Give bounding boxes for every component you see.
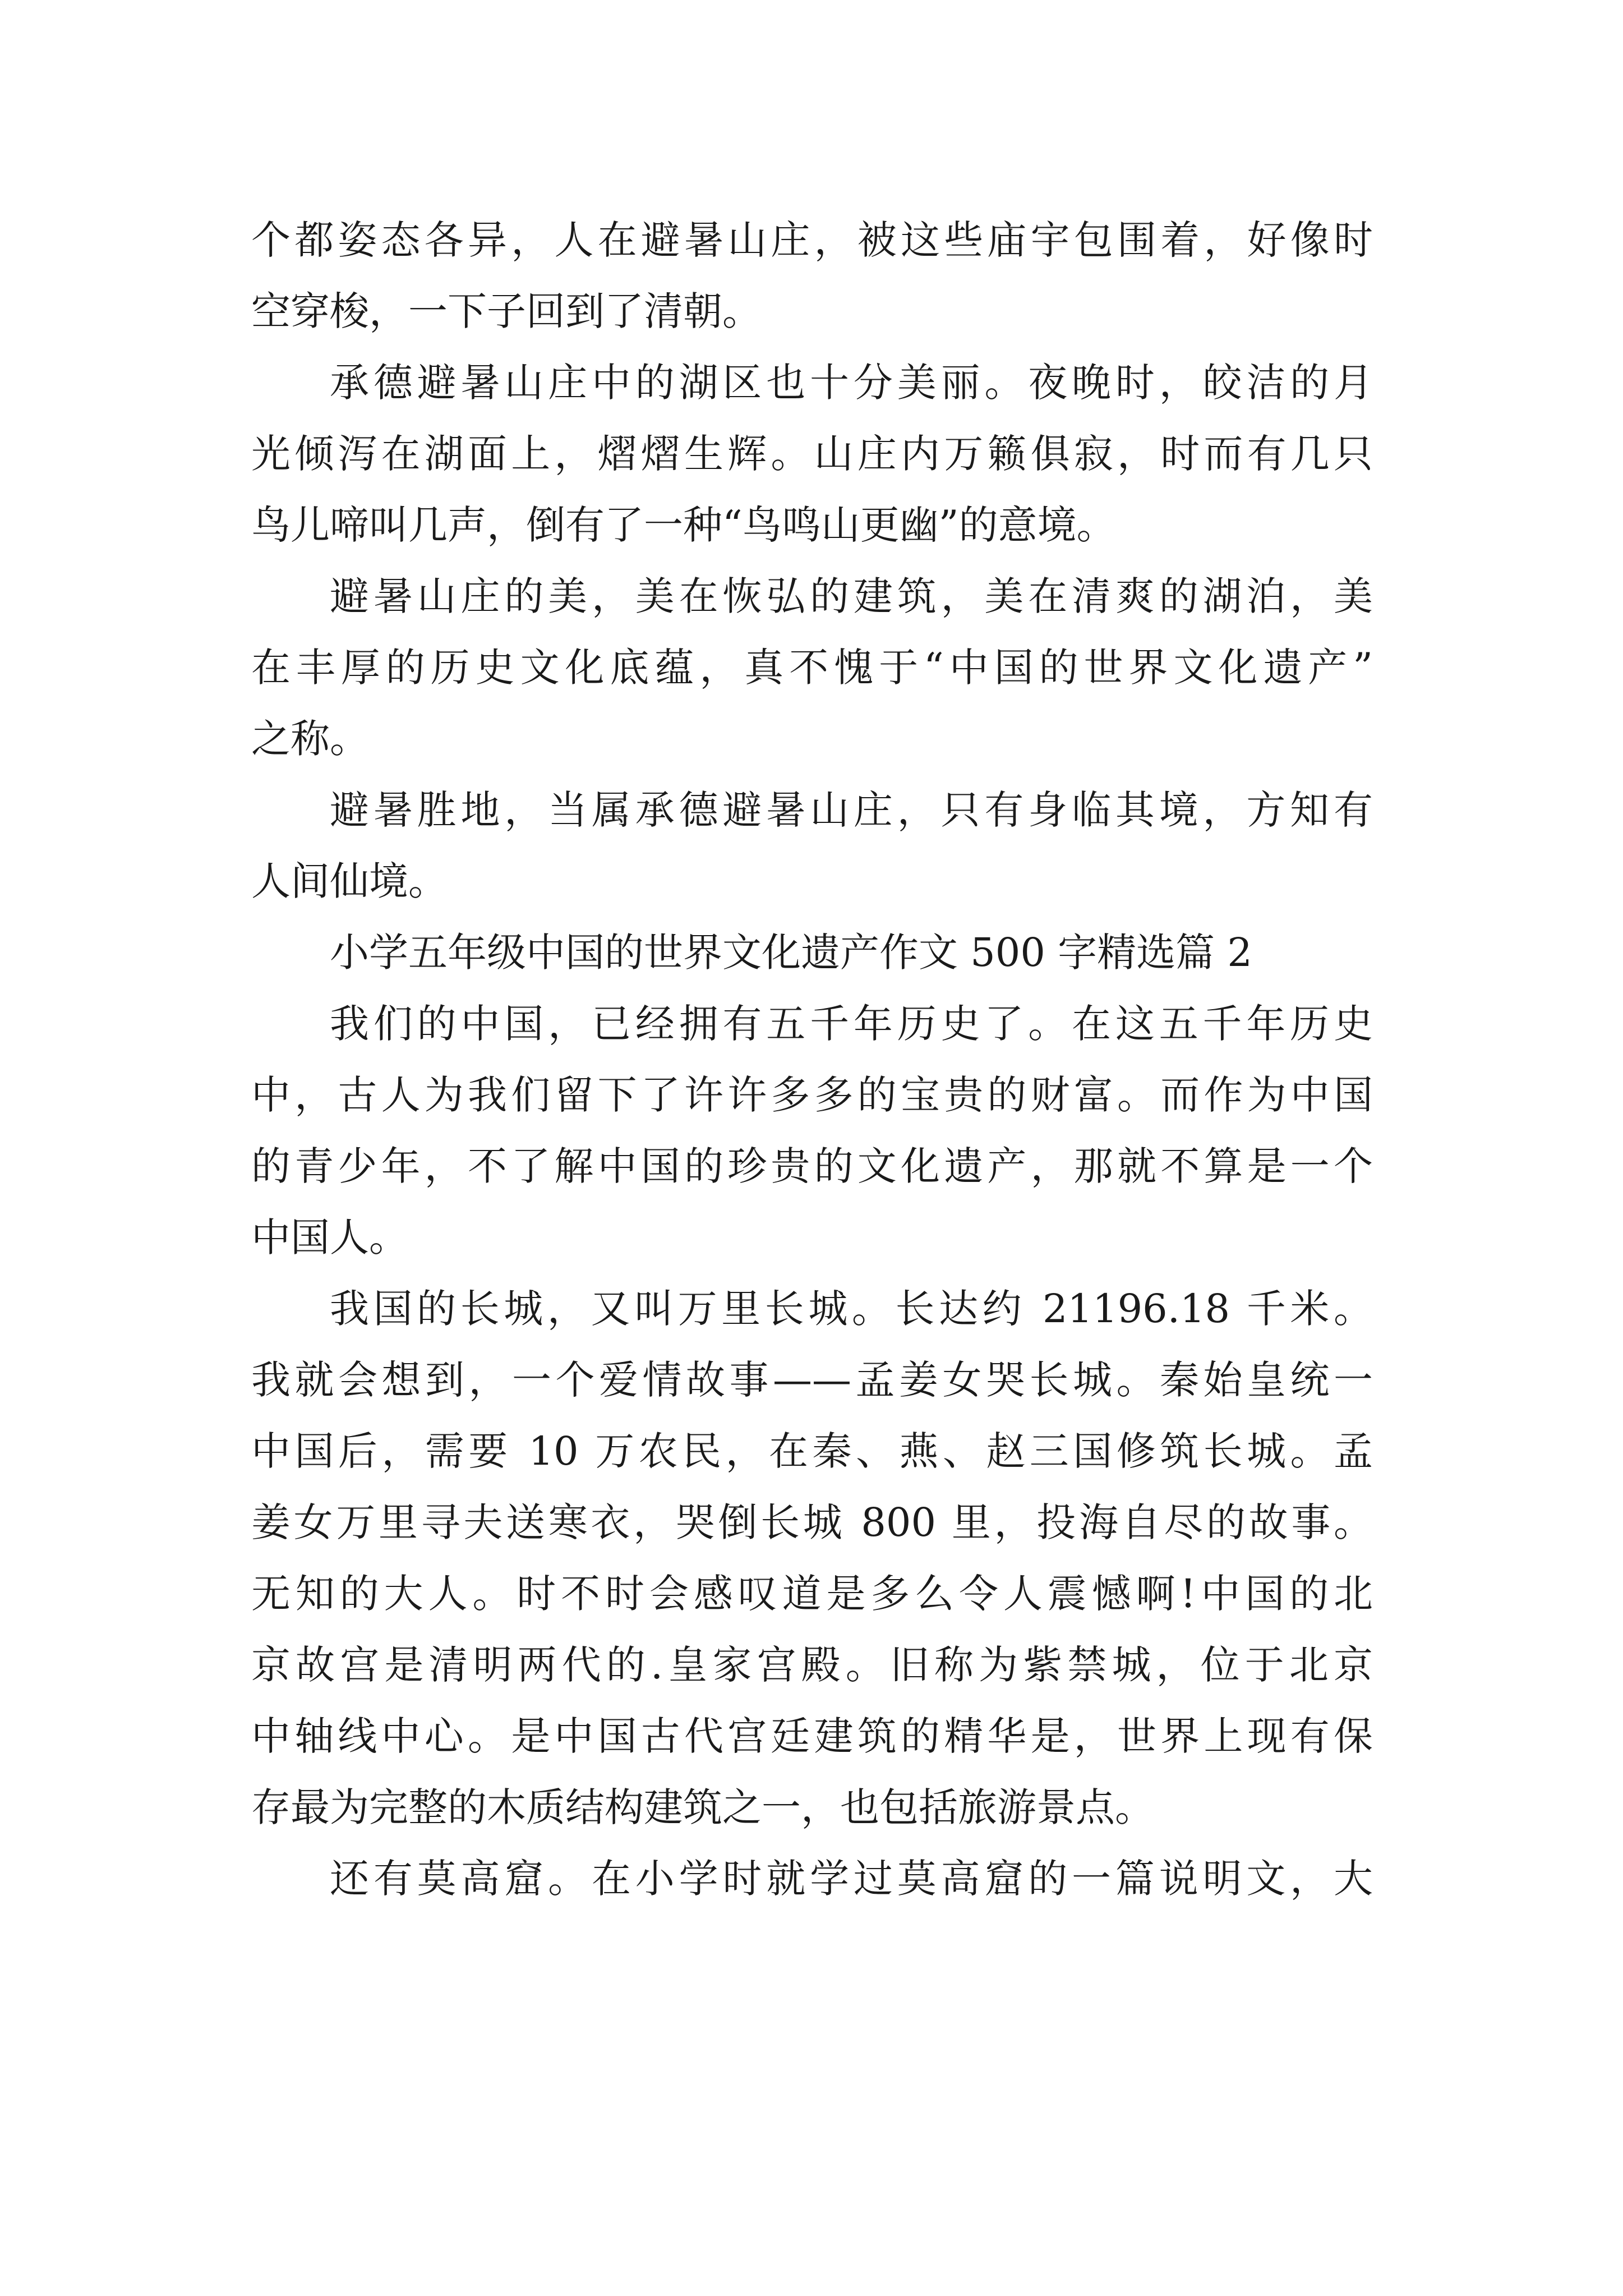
text-line: 鸟儿啼叫几声，倒有了一种“鸟鸣山更幽”的意境。 xyxy=(251,502,1116,548)
text-line: 中，古人为我们留下了许许多多的宝贵的财富。而作为中国 xyxy=(251,1072,1373,1118)
paragraph-start-line: 我们的中国，已经拥有五千年历史了。在这五千年历史 xyxy=(330,1001,1373,1047)
text-line: 人间仙境。 xyxy=(251,858,448,904)
paragraph-start-line: 我国的长城，又叫万里长城。长达约 21196.18 千米。 xyxy=(330,1286,1373,1332)
paragraph-start-line: 承德避暑山庄中的湖区也十分美丽。夜晚时，皎洁的月 xyxy=(330,360,1373,406)
text-line: 京故宫是清明两代的.皇家宫殿。旧称为紫禁城，位于北京 xyxy=(251,1642,1373,1688)
section-heading: 小学五年级中国的世界文化遗产作文 500 字精选篇 2 xyxy=(330,930,1252,976)
text-line: 空穿梭，一下子回到了清朝。 xyxy=(251,288,762,334)
text-line: 之称。 xyxy=(251,716,369,762)
text-line: 存最为完整的木质结构建筑之一，也包括旅游景点。 xyxy=(251,1784,1154,1830)
text-line: 我就会想到，一个爱情故事——孟姜女哭长城。秦始皇统一 xyxy=(251,1357,1373,1403)
paragraph-start-line: 还有莫高窟。在小学时就学过莫高窟的一篇说明文，大 xyxy=(330,1856,1373,1902)
text-line: 中轴线中心。是中国古代宫廷建筑的精华是，世界上现有保 xyxy=(251,1713,1373,1759)
paragraph-start-line: 避暑胜地，当属承德避暑山庄，只有身临其境，方知有 xyxy=(330,787,1373,833)
text-line: 无知的大人。时不时会感叹道是多么令人震憾啊!中国的北 xyxy=(251,1571,1373,1617)
text-line: 在丰厚的历史文化底蕴，真不愧于“中国的世界文化遗产” xyxy=(251,645,1373,691)
text-line: 中国人。 xyxy=(251,1214,408,1260)
article-body xyxy=(251,205,1373,1915)
text-line: 个都姿态各异，人在避暑山庄，被这些庙宇包围着，好像时 xyxy=(251,217,1373,263)
paragraph-start-line: 避暑山庄的美，美在恢弘的建筑，美在清爽的湖泊，美 xyxy=(330,573,1373,619)
text-line: 中国后，需要 10 万农民，在秦、燕、赵三国修筑长城。孟 xyxy=(251,1428,1373,1474)
text-line: 光倾泻在湖面上，熠熠生辉。山庄内万籁俱寂，时而有几只 xyxy=(251,431,1373,477)
text-line: 的青少年，不了解中国的珍贵的文化遗产，那就不算是一个 xyxy=(251,1143,1373,1189)
text-line: 姜女万里寻夫送寒衣，哭倒长城 800 里，投海自尽的故事。 xyxy=(251,1499,1373,1545)
